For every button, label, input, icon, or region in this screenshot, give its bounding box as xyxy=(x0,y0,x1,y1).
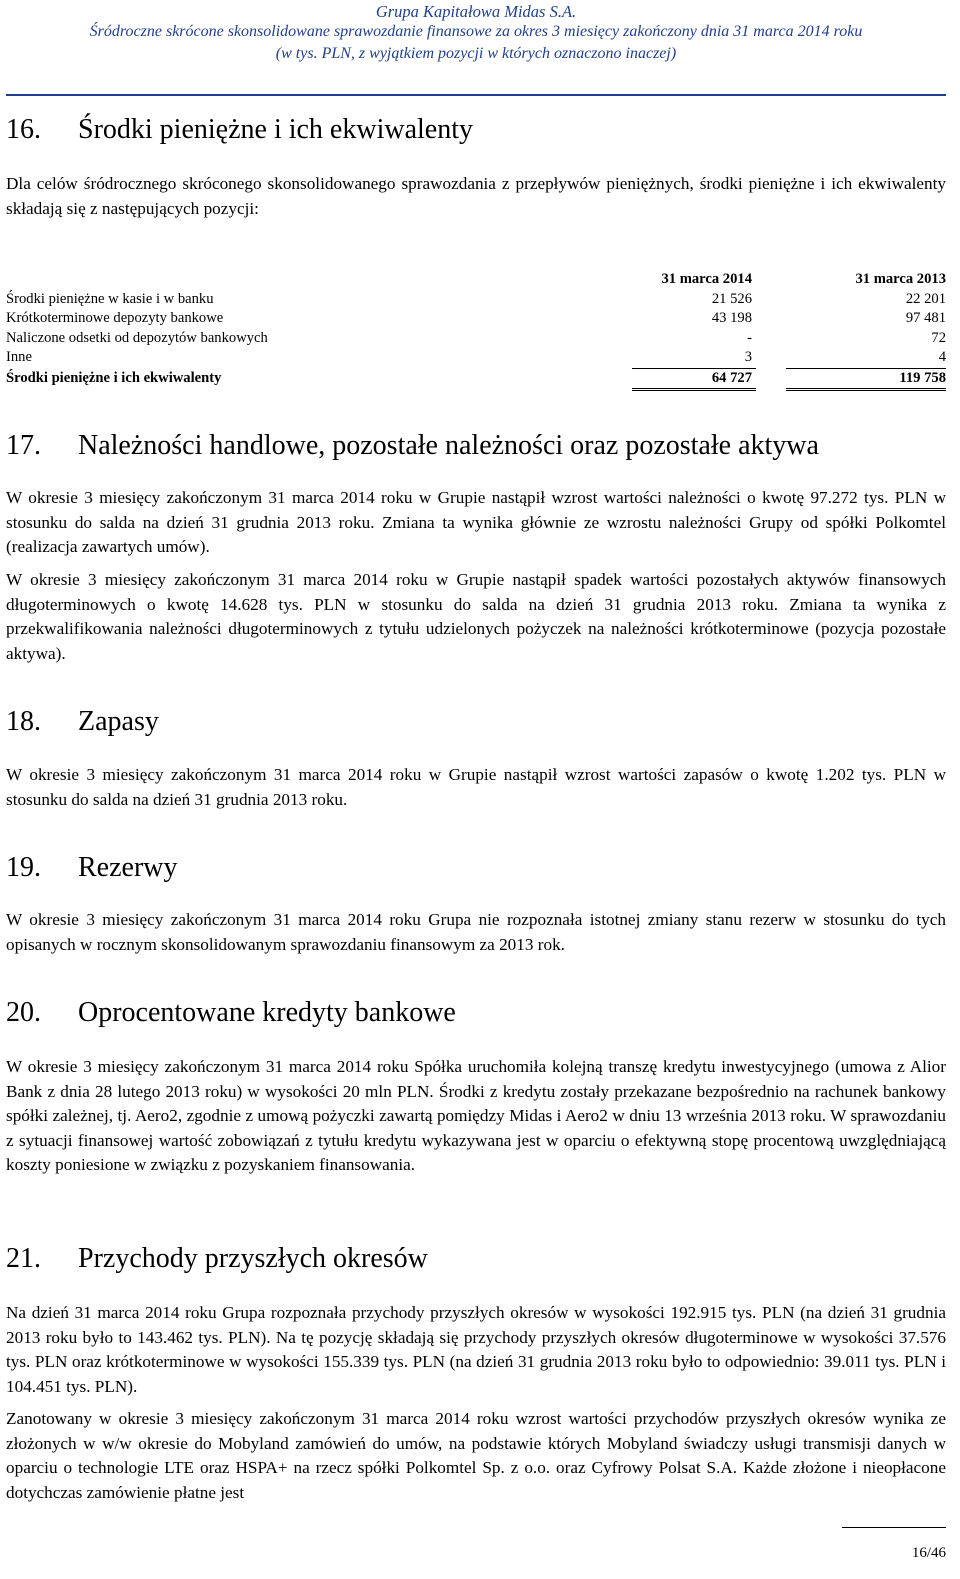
total-value-2014: 64 727 xyxy=(632,368,756,390)
section-17-paragraph-2: W okresie 3 miesięcy zakończonym 31 marca 2014 roku w Grupie nastąpił spadek wartości pozostałych aktywów finansowych długoterminowych o kwotę 14.628 tys. PLN w stosunku do salda na dzień 31 grudnia 2013 roku. Zmiana ta wynika z przekwalifikowania należności długoterminowych z tytułu udzielonych pożyczek na należności krótkoterminowe (pozycja pozostałe aktywa). xyxy=(6,570,946,663)
section-title: Oprocentowane kredyty bankowe xyxy=(78,997,456,1028)
table-row xyxy=(6,309,946,329)
row-value-2014: 43 198 xyxy=(711,310,752,326)
row-value-2013: 97 481 xyxy=(905,310,946,326)
table-row xyxy=(6,329,946,349)
section-21-heading xyxy=(6,1242,428,1276)
total-label: Środki pieniężne i ich ekwiwalenty xyxy=(6,370,222,386)
units-note: (w tys. PLN, z wyjątkiem pozycji w których oznaczono inaczej) xyxy=(275,45,677,62)
total-value-2013: 119 758 xyxy=(786,368,946,390)
section-number: 16. xyxy=(6,114,41,145)
section-20-heading xyxy=(6,996,456,1030)
row-value-2014: 3 xyxy=(744,349,752,365)
page-number-rule xyxy=(842,1527,946,1528)
section-19-paragraph: W okresie 3 miesięcy zakończonym 31 marca 2014 roku Grupa nie rozpoznała istotnej zmiany stanu rezerw w stosunku do tych opisanych w rocznym skonsolidowanym sprawozdaniu finansowym za 2013 rok. xyxy=(6,910,946,954)
section-title: Należności handlowe, pozostałe należności oraz pozostałe aktywa xyxy=(78,430,819,461)
section-number: 20. xyxy=(6,997,41,1028)
table-row xyxy=(6,290,946,310)
row-value-2013: 22 201 xyxy=(905,290,946,307)
section-21-paragraph-1: Na dzień 31 marca 2014 roku Grupa rozpoznała przychody przyszłych okresów w wysokości 192.915 tys. PLN (na dzień 31 grudnia 2013 roku było to 143.462 tys. PLN). Na tę pozycję składają się przychody przyszłych okresów długoterminowe w wysokości 37.576 tys. PLN oraz krótkoterminowe w wysokości 155.339 tys. PLN (na dzień 31 grudnia 2013 roku było to odpowiednio: 39.011 tys. PLN i 104.451 tys. PLN). xyxy=(6,1303,946,1396)
table-row xyxy=(6,348,946,368)
table-header-row xyxy=(6,270,946,290)
section-17-heading xyxy=(6,429,819,463)
row-value-2014: 21 526 xyxy=(711,290,752,307)
row-label: Krótkoterminowe depozyty bankowe xyxy=(6,310,224,326)
section-number: 18. xyxy=(6,706,41,737)
section-17-paragraph-1: W okresie 3 miesięcy zakończonym 31 marca 2014 roku w Grupie nastąpił wzrost wartości należności o kwotę 97.272 tys. PLN w stosunku do salda na dzień 31 grudnia 2013 roku. Zmiana ta wynika głównie ze wzrostu należności Grupy od spółki Polkomtel (realizacja zawartych umów). xyxy=(6,488,946,556)
section-20-paragraph: W okresie 3 miesięcy zakończonym 31 marca 2014 roku Spółka uruchomiła kolejną transzę kredytu inwestycyjnego (umowa z Alior Bank z dnia 28 lutego 2013 roku) w wysokości 20 mln PLN. Środki z kredytu zostały przekazane bezpośrednio na rachunek bankowy spółki zależnej, tj. Aero2, zgodnie z umową pożyczki zawartą pomiędzy Midas i Aero2 w dniu 13 września 2013 roku. W sprawozdaniu z sytuacji finansowej wartość zobowiązań z tytułu kredytu wykazywana jest w oparciu o efektywną stopę procentową uwzględniającą koszty poniesione w związku z pozyskaniem finansowania. xyxy=(6,1057,946,1174)
col-header-2014: 31 marca 2014 xyxy=(661,271,752,287)
company-name: Grupa Kapitałowa Midas S.A. xyxy=(375,2,577,21)
col-header-2013: 31 marca 2013 xyxy=(855,271,946,287)
section-title: Zapasy xyxy=(78,706,159,737)
row-label: Środki pieniężne w kasie i w banku xyxy=(6,290,214,307)
section-title: Przychody przyszłych okresów xyxy=(78,1243,428,1274)
section-number: 19. xyxy=(6,852,41,883)
row-value-2014: - xyxy=(747,329,752,346)
table-total-row xyxy=(6,368,946,390)
row-label: Naliczone odsetki od depozytów bankowych xyxy=(6,329,268,346)
section-number: 21. xyxy=(6,1243,41,1274)
section-16-intro: Dla celów śródrocznego skróconego skonsolidowanego sprawozdania z przepływów pieniężnych, środki pieniężne i ich ekwiwalenty składają się z następujących pozycji: xyxy=(6,174,946,218)
row-value-2013: 72 xyxy=(931,329,946,346)
cash-equivalents-table xyxy=(6,270,946,391)
section-19-heading xyxy=(6,851,178,885)
page-number: 16/46 xyxy=(911,1545,946,1561)
header-rule xyxy=(6,94,946,96)
section-title: Rezerwy xyxy=(78,852,178,883)
section-16-heading xyxy=(6,113,473,147)
report-title: Śródroczne skrócone skonsolidowane sprawozdanie finansowe za okres 3 miesięcy zakończony dnia 31 marca 2014 roku xyxy=(89,23,863,40)
section-18-paragraph: W okresie 3 miesięcy zakończonym 31 marca 2014 roku w Grupie nastąpił wzrost wartości zapasów o kwotę 1.202 tys. PLN w stosunku do salda na dzień 31 grudnia 2013 roku. xyxy=(6,765,946,809)
section-18-heading xyxy=(6,705,159,739)
section-number: 17. xyxy=(6,430,41,461)
row-label: Inne xyxy=(6,349,32,366)
section-21-paragraph-2: Zanotowany w okresie 3 miesięcy zakończonym 31 marca 2014 roku wzrost wartości przychodów przyszłych okresów wynika ze złożonych w w/w okresie do Mobyland zamówień do umów, na podstawie których Mobyland świadczy usługi transmisji danych w oparciu o technologie LTE oraz HSPA+ na rzecz spółki Polkomtel Sp. z o.o. oraz Cyfrowy Polsat S.A. Każde złożone i nieopłacone dotychczas zamówienie płatne jest xyxy=(6,1409,946,1502)
section-title: Środki pieniężne i ich ekwiwalenty xyxy=(78,114,473,145)
row-value-2013: 4 xyxy=(938,349,946,365)
